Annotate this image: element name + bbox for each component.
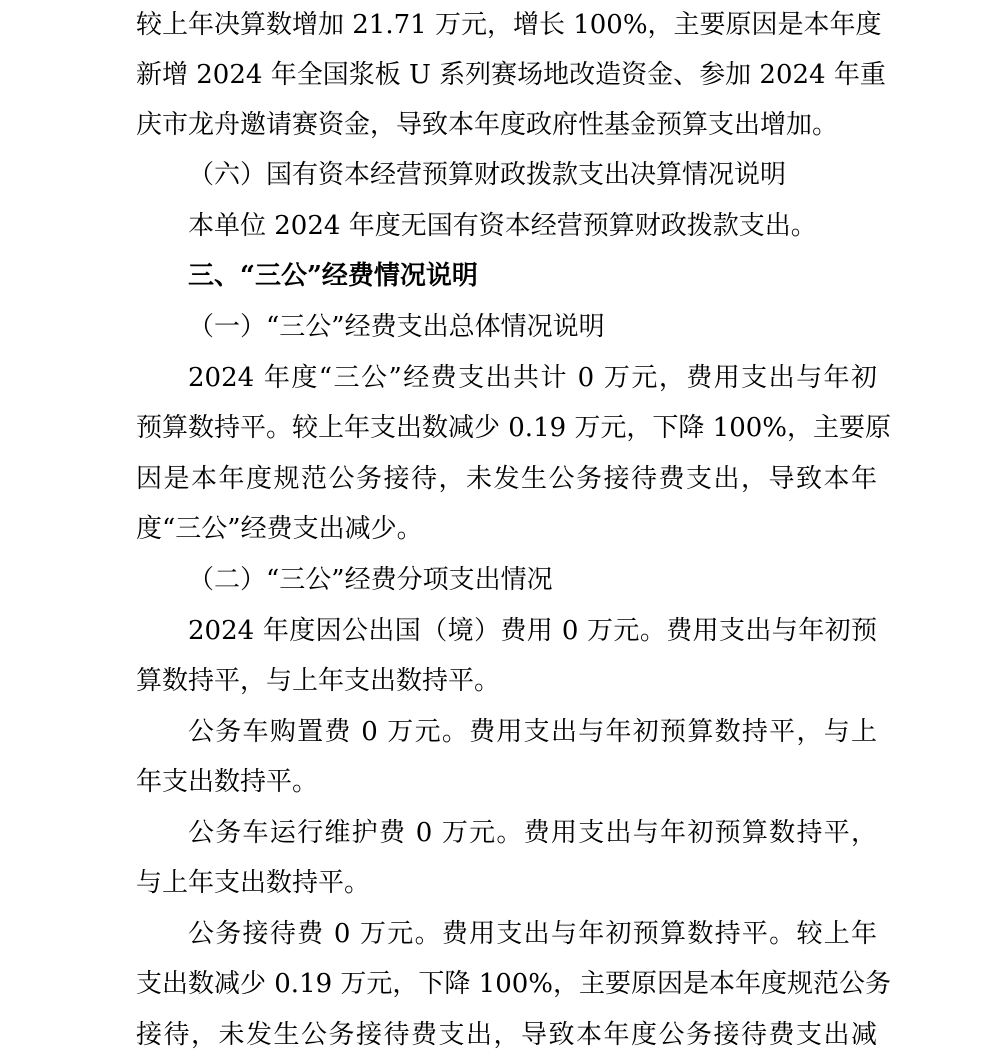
section-heading: （一）“三公”经费支出总体情况说明 [188, 312, 605, 342]
paragraph-line: 与上年支出数持平。 [136, 868, 371, 898]
paragraph-line: 2024 年度“三公”经费支出共计 0 万元，费用支出与年初 [188, 363, 877, 393]
paragraph-line: 较上年决算数增加 21.71 万元，增长 100%，主要原因是本年度 [136, 10, 882, 40]
paragraph-line: 本单位 2024 年度无国有资本经营预算财政拨款支出。 [188, 211, 817, 241]
paragraph-line: 预算数持平。较上年支出数减少 0.19 万元，下降 100%，主要原 [136, 413, 892, 443]
paragraph-line: 因是本年度规范公务接待，未发生公务接待费支出，导致本年 [136, 464, 877, 494]
paragraph-line: 接待，未发生公务接待费支出，导致本年度公务接待费支出减 [136, 1020, 877, 1050]
paragraph-line: 公务车运行维护费 0 万元。费用支出与年初预算数持平， [188, 818, 877, 848]
paragraph-line: 度“三公”经费支出减少。 [136, 514, 423, 544]
paragraph-line: 支出数减少 0.19 万元，下降 100%，主要原因是本年度规范公务 [136, 969, 892, 999]
section-heading: （二）“三公”经费分项支出情况 [188, 565, 553, 595]
section-heading: （六）国有资本经营预算财政拨款支出决算情况说明 [188, 160, 787, 190]
paragraph-line: 公务接待费 0 万元。费用支出与年初预算数持平。较上年 [188, 919, 877, 949]
paragraph-line: 庆市龙舟邀请赛资金，导致本年度政府性基金预算支出增加。 [136, 110, 839, 140]
paragraph-line: 算数持平，与上年支出数持平。 [136, 666, 501, 696]
chapter-heading: 三、“三公”经费情况说明 [188, 261, 478, 291]
paragraph-line: 新增 2024 年全国浆板 U 系列赛场地改造资金、参加 2024 年重 [136, 60, 886, 90]
paragraph-line: 2024 年度因公出国（境）费用 0 万元。费用支出与年初预 [188, 616, 877, 646]
paragraph-line: 年支出数持平。 [136, 767, 319, 797]
paragraph-line: 公务车购置费 0 万元。费用支出与年初预算数持平，与上 [188, 717, 877, 747]
